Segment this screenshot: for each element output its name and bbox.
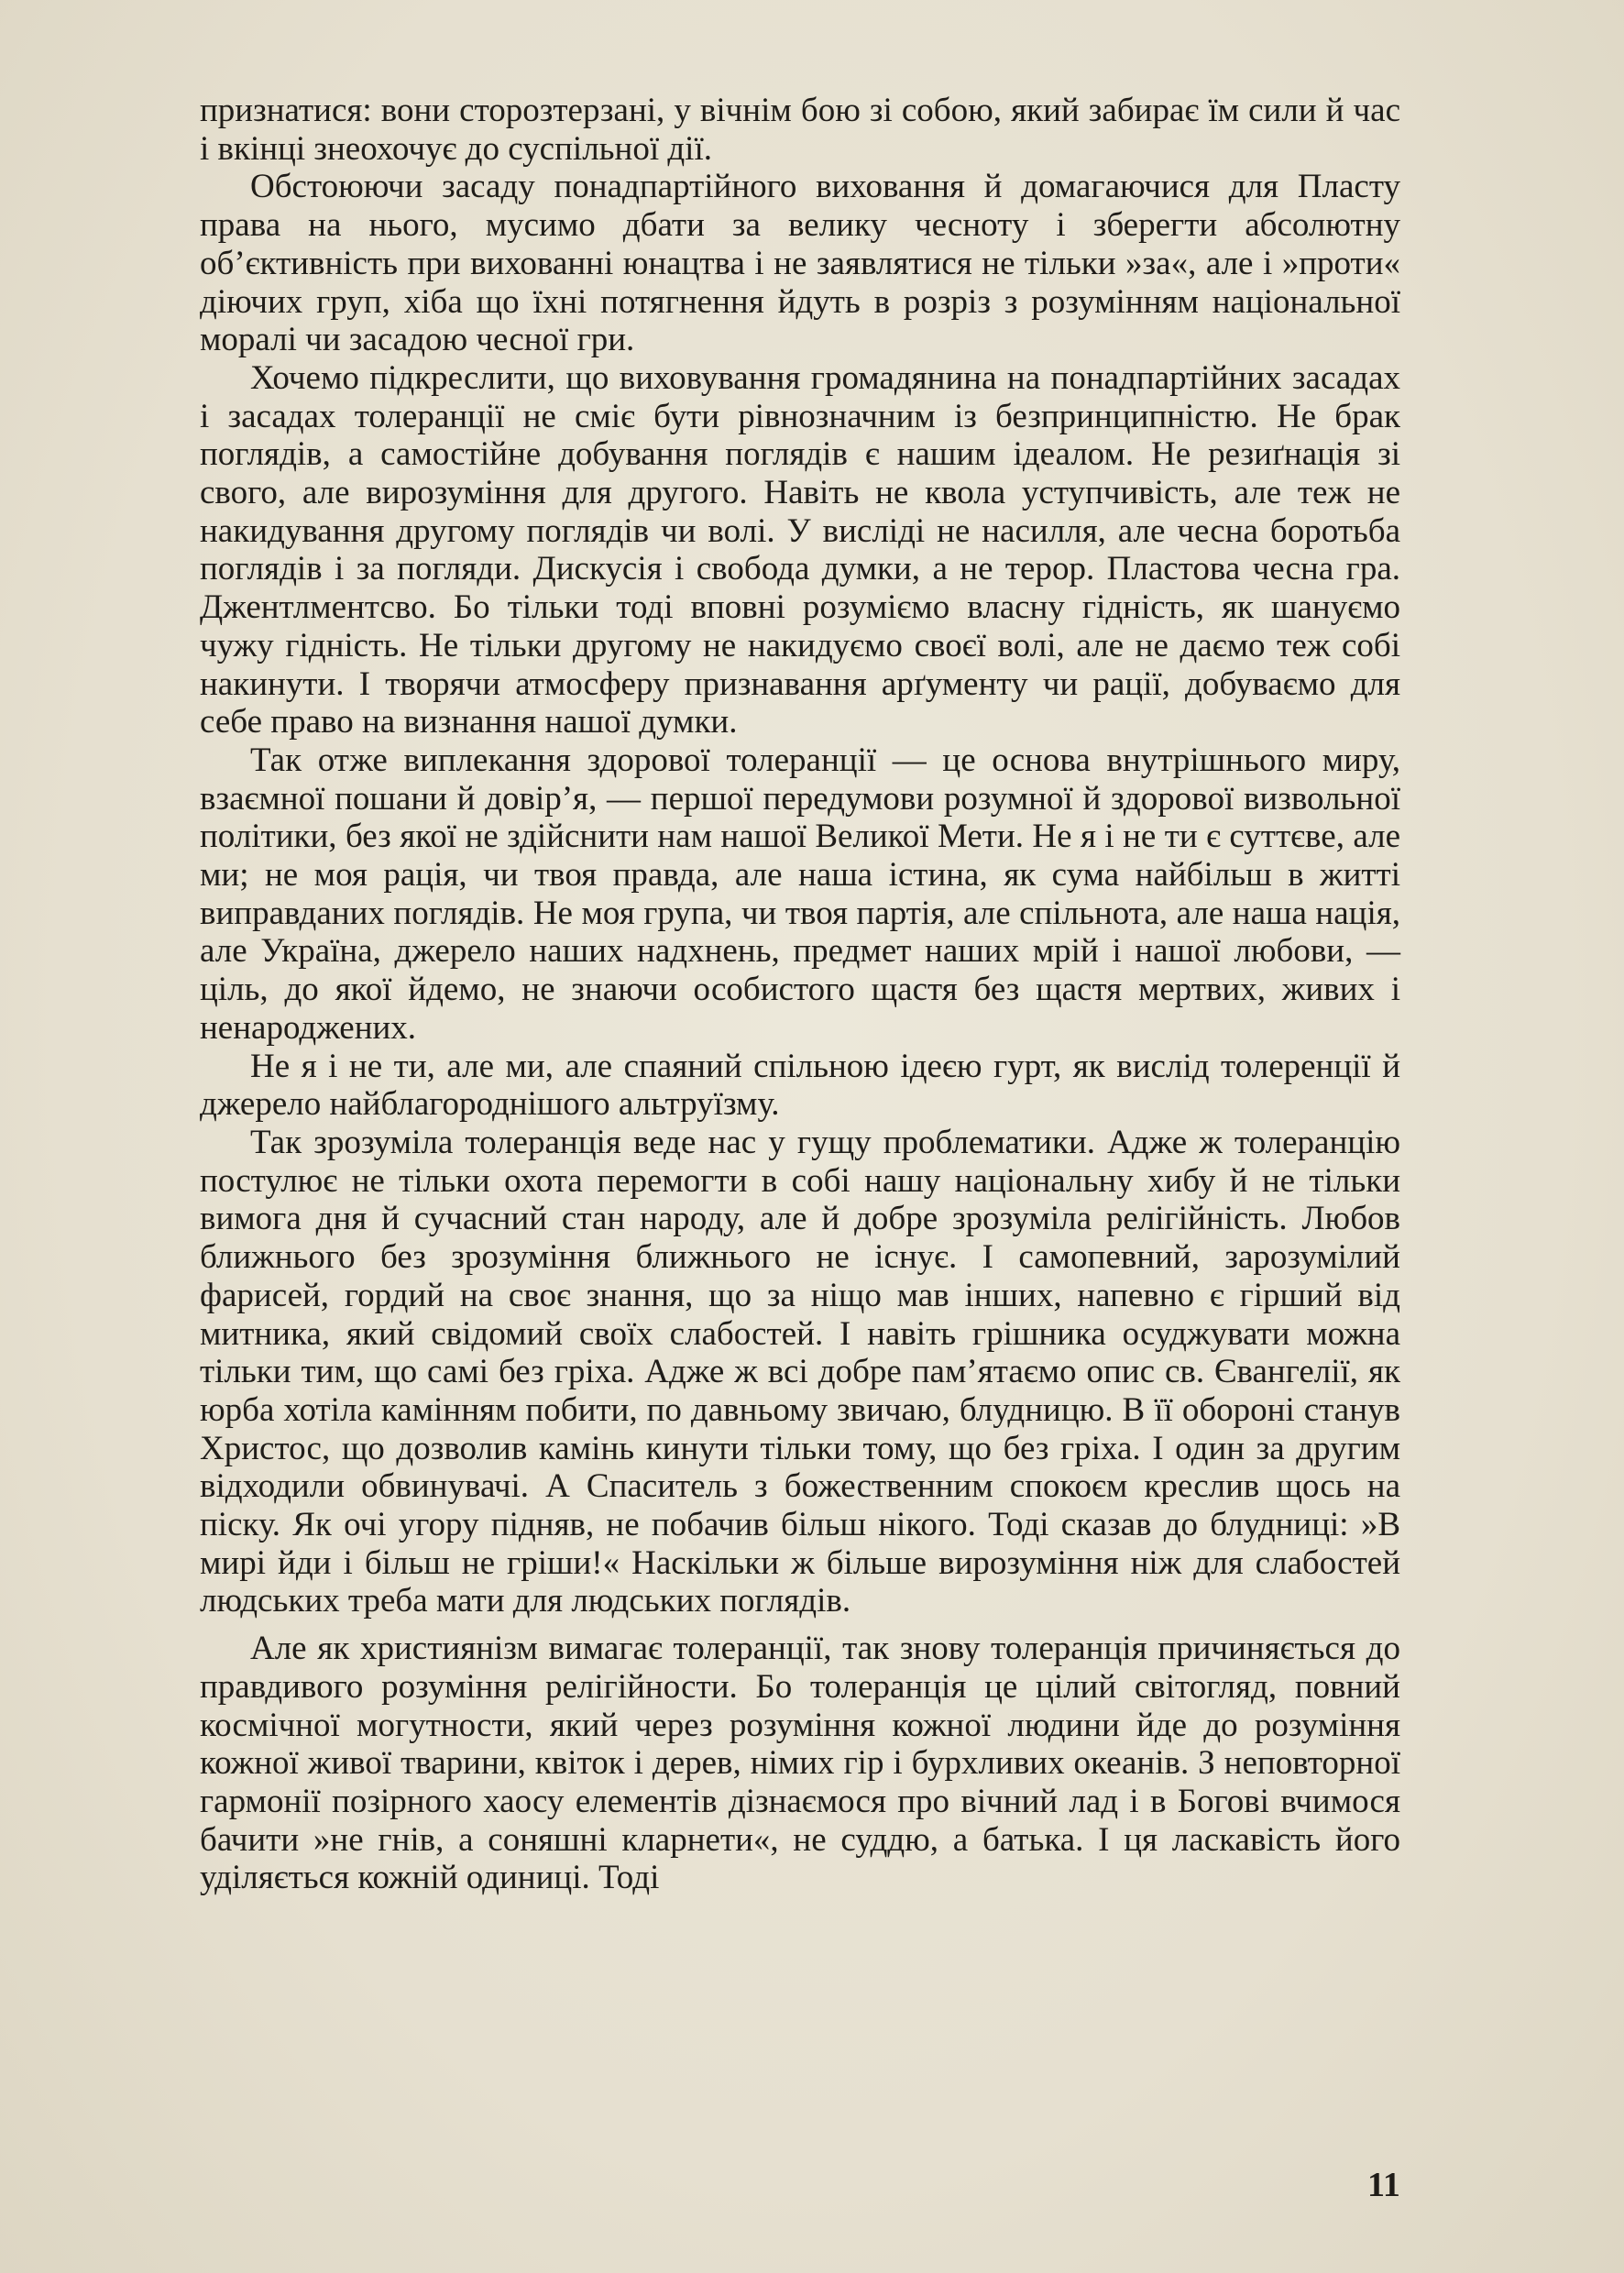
body-text [200, 92, 1400, 1897]
paragraph-continuation: признатися: вони сторозтерзані, у вічнім бою зі собою, який забирає їм сили й час і вкінці знеохочує до суспільної дії. [200, 92, 1400, 168]
paragraph-not-i-not-you: Не я і не ти, але ми, але спаяний спільною ідеєю гурт, як вислід толеренції й джерело найблагороднішого альтруїзму. [200, 1047, 1400, 1124]
paragraph-christianity: Але як християнізм вимагає толеранції, так знову толеранція причиняється до правдивого розуміння релігійности. Бо толеранція це цілий світогляд, повний космічної могутности, який через розуміння кожної людини йде до розуміння кожної живої тварини, квіток і дерев, німих гір і бурхливих океанів. З неповторної гармонії позірного хаосу елементів дізнаємося про вічний лад і в Богові вчимося бачити »не гнів, а соняшні кларнети«, не суддю, а батька. І ця ласкавість його уділяється кожній одиниці. Тоді [200, 1630, 1400, 1897]
paragraph-tolerance-principles: Хочемо підкреслити, що виховування громадянина на понадпартійних засадах і засадах толеранції не сміє бути рівнозначним із безпринципністю. Не брак поглядів, а самостійне добування поглядів є нашим ідеалом. Не резиґнація зі свого, але вирозуміння для другого. Навіть не квола уступчивість, але теж не накидування другому поглядів чи волі. У висліді не насилля, але чесна боротьба поглядів і за погляди. Дискусія і свобода думки, а не терор. Пластова чесна гра. Джентлментсво. Бо тільки тоді вповні розуміємо власну гідність, як шануємо чужу гідність. Не тільки другому не накидуємо своєї волі, але не даємо теж собі накинути. І творячи атмосферу признавання арґументу чи рації, добуваємо для себе право на визнання нашої думки. [200, 358, 1400, 741]
paragraph-nonpartisan-upbringing: Обстоюючи засаду понадпартійного виховання й домагаючися для Пласту права на нього, мусимо дбати за велику чесноту і зберегти абсолютну об’єктивність при вихованні юнацтва і не заявлятися не тільки »за«, але і »проти« діючих груп, хіба що їхні потягнення йдуть в розріз з розумінням національної моралі чи засадою чесної гри. [200, 168, 1400, 359]
paragraph-religiosity: Так зрозуміла толеранція веде нас у гущу проблематики. Адже ж толеранцію постулює не тільки охота перемогти в собі нашу національну хибу й не тільки вимога дня й сучасний стан народу, але й добре зрозуміла релігійність. Любов ближнього без зрозуміння ближнього не існує. І самопевний, зарозумілий фарисей, гордий на своє знання, що за ніщо мав інших, напевно є гірший від митника, який свідомий своїх слабостей. І навіть грішника осуджувати можна тільки тим, що самі без гріха. Адже ж всі добре пам’ятаємо опис св. Євангелії, як юрба хотіла камінням побити, по давньому звичаю, блудницю. В її обороні станув Христос, що дозволив камінь кинути тільки тому, що без гріха. І один за другим відходили обвинувачі. А Спаситель з божественним спокоєм креслив щось на піску. Як очі угору підняв, не побачив більш нікого. Тоді сказав до блудниці: »В мирі йди і більш не гріши!« Наскільки ж більше вирозуміння ніж для слабостей людських треба мати для людських поглядів. [200, 1123, 1400, 1620]
paragraph-inner-peace: Так отже виплекання здорової толеранції — це основа внутрішнього миру, взаємної пошани й довір’я, — першої передумови розумної й здорової визвольної політики, без якої не здійснити нам нашої Великої Мети. Не я і не ти є суттєве, але ми; не моя рація, чи твоя правда, але наша істина, як сума найбільш в житті виправданих поглядів. Не моя група, чи твоя партія, але спільнота, але наша нація, але Україна, джерело наших надхнень, предмет наших мрій і нашої любови, — ціль, до якої йдемо, не знаючи особистого щастя без щастя мертвих, живих і ненароджених. [200, 741, 1400, 1047]
page-number: 11 [1367, 2166, 1400, 2204]
